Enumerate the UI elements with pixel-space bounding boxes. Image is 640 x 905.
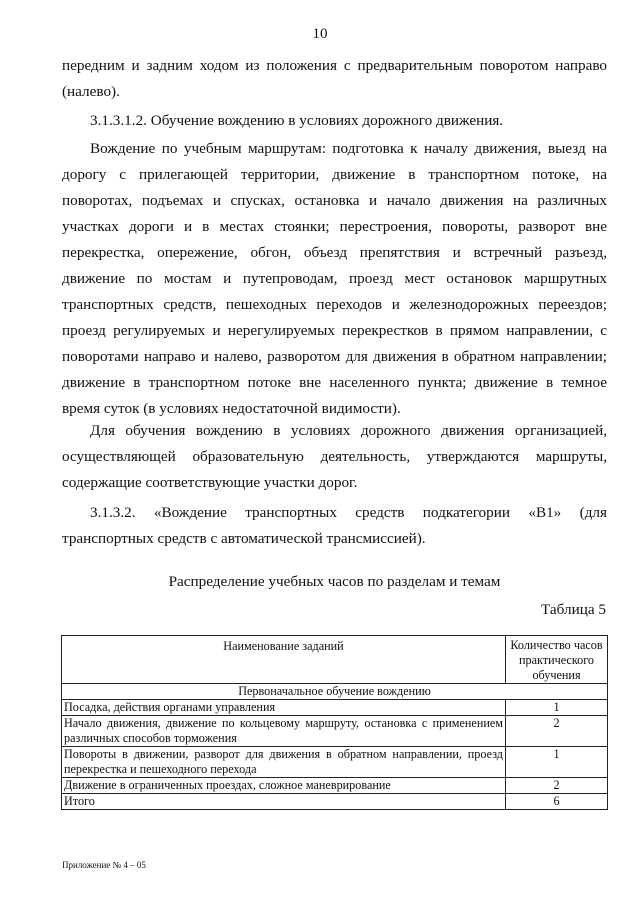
task-name: Начало движения, движение по кольцевому маршруту, остановка с применением различных способов торможения [62,716,506,747]
table-row-total [62,794,608,810]
paragraph-1: передним и задним ходом из положения с предварительным поворотом направо (налево). [62,57,607,100]
paragraph-routes: Вождение по учебным маршрутам: подготовка к началу движения, выезд на дорогу с прилегающей территории, движение в транспортном потоке, на поворотах, подъемах и спусках, остановка и начало движения на различных участках дороги и в местах стоянки; перестроения, повороты, разворот вне перекрестка, опережение, обгон, объезд препятствия и встречный разъезд, движение по мостам и путепроводам, проезд мест остановок маршрутных транспортных средств, пешеходных переходов и железнодорожных переездов; проезд регулируемых и нерегулируемых перекрестков в прямом направлении, с поворотами направо и налево, разворотом для движения в обратном направлении; движение в транспортном потоке вне населенного пункта; движение в темное время суток (в условиях недостаточной видимости). [62,140,607,417]
paragraph-routes-block [62,136,607,422]
task-name: Движение в ограниченных проездах, сложное маневрирование [62,778,506,794]
section-heading-3-1-3-2: 3.1.3.2. «Вождение транспортных средств подкатегории «B1» (для транспортных средств с автоматической трансмиссией). [62,504,607,547]
table-caption: Распределение учебных часов по разделам и темам [168,573,501,590]
section-heading-3-1-3-1-2: 3.1.3.1.2. Обучение вождению в условиях дорожного движения. [90,112,504,129]
paragraph-continuation [62,53,607,105]
task-hours: 1 [506,747,608,778]
task-hours: 2 [506,778,608,794]
section-heading-block-2 [62,500,607,552]
task-name: Повороты в движении, разворот для движения в обратном направлении, проезд перекрестка и пешеходного перехода [62,747,506,778]
header-task-name: Наименование заданий [62,636,506,684]
task-hours-total: 6 [506,794,608,810]
table-header-row [62,636,608,684]
task-name-total: Итого [62,794,506,810]
task-name: Посадка, действия органами управления [62,700,506,716]
task-hours: 1 [506,700,608,716]
table-section-row [62,684,608,700]
header-hours: Количество часов практического обучения [506,636,608,684]
table-row [62,716,608,747]
section-heading-block [62,108,607,134]
table-row [62,700,608,716]
paragraph-organization: Для обучения вождению в условиях дорожного движения организацией, осуществляющей образовательную деятельность, утверждаются маршруты, содержащие соответствующие участки дорог. [62,422,607,491]
hours-table [61,635,608,810]
task-hours: 2 [506,716,608,747]
page-number: 10 [312,26,328,42]
footer-appendix-note: Приложение № 4 – 05 [62,860,146,870]
table-row [62,747,608,778]
table-label: Таблица 5 [541,601,606,618]
paragraph-organization-block [62,418,607,496]
table-row [62,778,608,794]
section-title: Первоначальное обучение вождению [62,684,608,700]
